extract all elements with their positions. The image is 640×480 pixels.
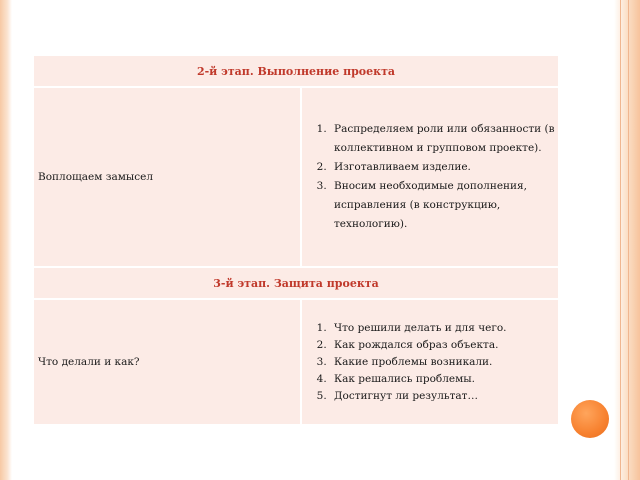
stage3-content-row [33, 299, 559, 425]
stage2-title: 2-й этап. Выполнение проекта [33, 55, 559, 87]
stage2-steps-list [304, 120, 558, 234]
stage2-header-row [33, 55, 559, 87]
list-item: 1. Распределяем роли или обязанности (в коллективном и групповом проекте). [330, 120, 558, 158]
stage2-content-row [33, 87, 559, 267]
stage3-label: Что делали и как? [33, 299, 301, 425]
list-item: 1. Что решили делать и для чего. [330, 320, 558, 337]
list-item: 4. Как решались проблемы. [330, 371, 558, 388]
stage3-header-row [33, 267, 559, 299]
list-item: 2. Как рождался образ объекта. [330, 337, 558, 354]
border-stripe [628, 0, 629, 480]
stage3-steps-cell [301, 299, 559, 425]
project-stages-table [32, 54, 560, 426]
slide-left-border [0, 0, 12, 480]
stage3-title: 3-й этап. Защита проекта [33, 267, 559, 299]
stage2-steps-cell [301, 87, 559, 267]
list-item: 3. Какие проблемы возникали. [330, 354, 558, 371]
border-stripe [620, 0, 621, 480]
stage3-steps-list [304, 320, 558, 405]
list-item: 3. Вносим необходимые дополнения, исправления (в конструкцию, технологию). [330, 177, 558, 234]
slide-right-border [614, 0, 640, 480]
list-item: 2. Изготавливаем изделие. [330, 158, 558, 177]
orange-circle-decoration [571, 400, 609, 438]
stage2-label: Воплощаем замысел [33, 87, 301, 267]
list-item: 5. Достигнут ли результат… [330, 388, 558, 405]
